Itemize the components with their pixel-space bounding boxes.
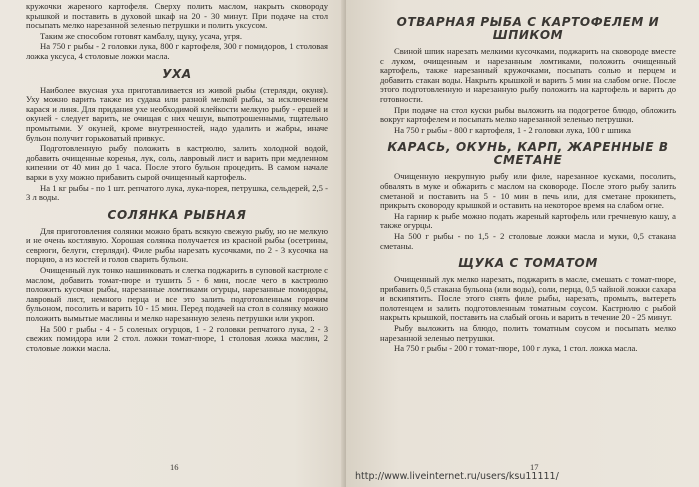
karas-paragraph: На гарнир к рыбе можно подать жареный картофель или гречневую кашу, а также огурцы. <box>380 210 676 231</box>
solyanka-paragraph: Для приготовления солянки можно брать всякую свежую рыбу, но не мелкую и не очень костлявую. Хорошая солянка получается из красной рыбы (осетрины, севрюги, белуги, стерляди). Филе рыбы нарезать кусочками, по 2 - 3 кусочка на порцию, а из костей и голов сварить бульон. <box>26 225 328 265</box>
otvarnaya-paragraph: При подаче на стол куски рыбы выложить на подогретое блюдо, обложить вокруг картофелем и посыпать мелко нарезанной зеленью петрушки. <box>380 104 676 125</box>
ukha-paragraph: На 1 кг рыбы - по 1 шт. репчатого лука, лука-порея, петрушка, сельдерей, 2,5 - 3 л воды. <box>26 182 328 203</box>
shchuka-paragraph: Очищенный лук мелко нарезать, поджарить в масле, смешать с томат-пюре, прибавить 0,5 стакана бульона (или воды), соли, перца, 0,5 чайной ложки сахара и вскипятить. После этого снять филе рыбы, нарезать, промыть, вытереть полотенцем и залить подготовленным томатным соусом. Кастрюлю с рыбой накрыть крышкой, поставить на слабый огонь и варить в течение 20 - 25 минут. <box>380 274 676 323</box>
shchuka-paragraph: На 750 г рыбы - 200 г томат-пюре, 100 г лука, 1 стол. ложка масла. <box>394 343 638 354</box>
otvarnaya-paragraph: На 750 г рыбы - 800 г картофеля, 1 - 2 головки лука, 100 г шпика <box>394 124 631 135</box>
karas-paragraph: Очищенную некрупную рыбу или филе, нарезанное кусками, посолить, обвалять в муке и обжарить с маслом на сковороде. После этого рыбу залить сметаной и поставить на 5 - 10 мин в печь или, для сметане прокипеть, прикрыть сковороду крышкой и оставить на некоторое время на слабом огне. <box>380 171 676 211</box>
karas-heading: КАРАСЬ, ОКУНЬ, КАРП, ЖАРЕННЫЕ В СМЕТАНЕ <box>387 140 669 168</box>
right-column <box>380 2 676 355</box>
page-number-left: 16 <box>170 462 179 472</box>
solyanka-heading: СОЛЯНКА РЫБНАЯ <box>107 207 247 222</box>
otvarnaya-heading: ОТВАРНАЯ РЫБА С КАРТОФЕЛЕМ И ШПИКОМ <box>396 15 660 42</box>
shchuka-paragraph: Рыбу выложить на блюдо, полить томатным соусом и посыпать мелко нарезанной зеленью петрушки. <box>380 323 676 343</box>
karas-paragraph: На 500 г рыбы - по 1,5 - 2 столовые ложки масла и муки, 0,5 стакана сметаны. <box>380 230 676 251</box>
intro-paragraph: кружочки жареного картофеля. Сверху полить маслом, накрыть сковороду крышкой и поставить в духовой шкаф на 20 - 30 минут. При подаче на стол посыпать мелко нарезанной зеленью петрушки и полить уксусом. <box>26 1 328 31</box>
ukha-paragraph: Подготовленную рыбу положить в кастрюлю, залить холодной водой, добавить очищенные коренья, лук, соль, лавровый лист и варить при медленном кипении от 40 мин до 1 часа. После этого бульон процедить. В самом начале варки в уху можно прибавить сырой очищенный картофель. <box>26 143 328 182</box>
intro-paragraph: На 750 г рыбы - 2 головки лука, 800 г картофеля, 300 г помидоров, 1 столовая ложка уксуса, 4 столовые ложки масла. <box>26 41 328 61</box>
otvarnaya-paragraph: Свиной шпик нарезать мелкими кусочками, поджарить на сковороде вместе с луком, очищенным и нарезанным ломтиками, положить очищенный картофель, также нарезанный кружочками, посыпать солью и перцем и добавить стакан воды. Накрыть крышкой и варить 5 мин на слабом огне. После этого подготовленную и нарезанную рыбу положить на картофель и варить до готовности. <box>380 46 676 104</box>
watermark-url: http://www.liveinternet.ru/users/ksu11111/ <box>355 471 559 482</box>
solyanka-paragraph: На 500 г рыбы - 4 - 5 соленых огурцов, 1 - 2 головки репчатого лука, 2 - 3 свежих помидора или 2 стол. ложки томат-пюре, 1 столовая ложка маслин, 2 столовые ложки масла. <box>26 323 328 353</box>
page-number-right: 17 <box>530 462 539 472</box>
solyanka-paragraph: Очищенный лук тонко нашинковать и слегка поджарить в суповой кастрюле с маслом, добавить томат-пюре и тушить 5 - 6 мин, после чего в кастрюлю положить кусочки рыбы, нарезанные ломтиками огурцы, нарезанные помидоры, лавровый лист, немного перца и все это залить подготовленным горячим бульоном, посолить и варить 10 - 15 мин. Перед подачей на стол в солянку можно положить вымытые маслины и мелко нарезанную зелень петрушки или укроп. <box>26 265 328 324</box>
right-page <box>346 0 699 487</box>
shchuka-heading: ЩУКА С ТОМАТОМ <box>458 256 598 271</box>
left-column <box>26 2 328 354</box>
ukha-heading: УХА <box>162 66 192 81</box>
left-page <box>0 0 346 487</box>
ukha-paragraph: Наиболее вкусная уха приготавливается из живой рыбы (стерляди, окуня). Уху можно варить также из судака или разной мелкой рыбы, за исключением карася и линя. Для придания ухе необходимой клейкости мелкую рыбу - ершей и окуней - следует варить, не очищая с них чешуи, выпотрошенными, тщательно промытыми. У окуней, кроме внутренностей, надо удалить и жабры, иначе бульон получит горьковатый привкус. <box>26 84 328 143</box>
intro-paragraph: Таким же способом готовят камбалу, щуку, усача, угря. <box>40 30 242 41</box>
